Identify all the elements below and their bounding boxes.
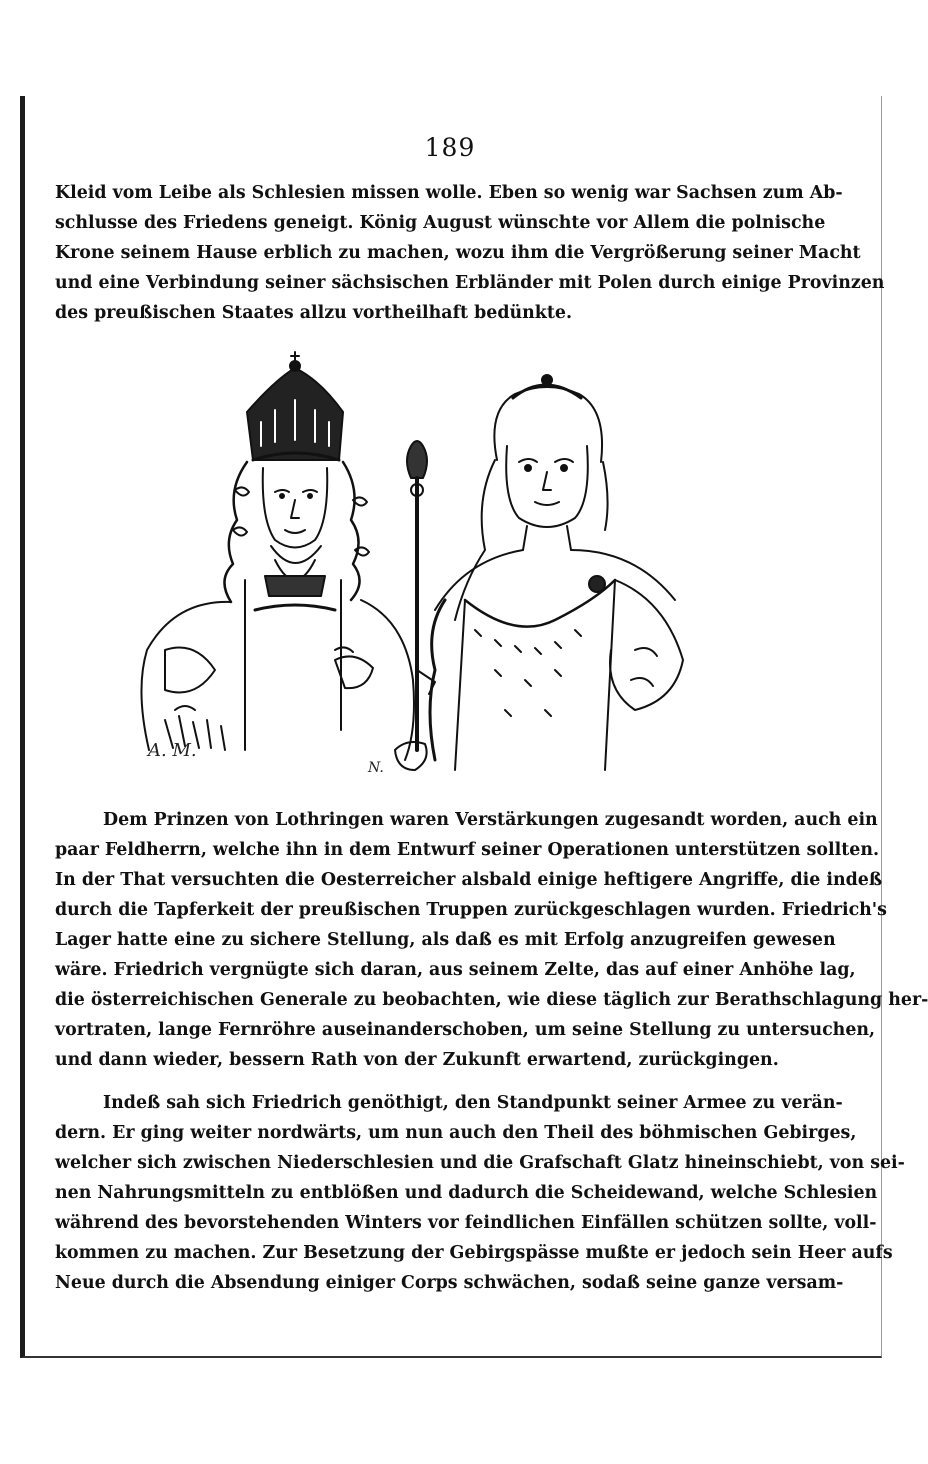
portrait-illustration <box>135 350 695 790</box>
empress-figure <box>395 375 683 770</box>
text-line: kommen zu machen. Zur Besetzung der Gebirgspässe mußte er jedoch sein Heer aufs <box>55 1243 893 1263</box>
king-figure <box>141 352 414 760</box>
text-line: während des bevorstehenden Winters vor feindlichen Einfällen schützen sollte, voll- <box>55 1213 877 1233</box>
text-line: Kleid vom Leibe als Schlesien missen wolle. Eben so wenig war Sachsen zum Ab- <box>55 183 843 203</box>
artist-signature: A. M. <box>148 740 197 761</box>
text-line: Dem Prinzen von Lothringen waren Verstärkungen zugesandt worden, auch ein <box>103 810 878 830</box>
text-line: Indeß sah sich Friedrich genöthigt, den Standpunkt seiner Armee zu verän- <box>103 1093 843 1113</box>
engraver-mark: N. <box>368 760 384 776</box>
paragraph-3 <box>55 1088 905 1298</box>
text-line: welcher sich zwischen Niederschlesien und die Grafschaft Glatz hineinschiebt, von sei- <box>55 1153 905 1173</box>
text-line: durch die Tapferkeit der preußischen Truppen zurückgeschlagen wurden. Friedrich's <box>55 900 887 920</box>
text-line: dern. Er ging weiter nordwärts, um nun auch den Theil des böhmischen Gebirges, <box>55 1123 857 1143</box>
page-number: 189 <box>424 133 476 162</box>
text-line: vortraten, lange Fernröhre auseinanderschoben, um seine Stellung zu untersuchen, <box>55 1020 876 1040</box>
text-line: Lager hatte eine zu sichere Stellung, als daß es mit Erfolg anzugreifen gewesen <box>55 930 836 950</box>
text-line: schlusse des Friedens geneigt. König August wünschte vor Allem die polnische <box>55 213 826 233</box>
text-line: die österreichischen Generale zu beobachten, wie diese täglich zur Berathschlagung her- <box>55 990 928 1010</box>
text-line: Neue durch die Absendung einiger Corps schwächen, sodaß seine ganze versam- <box>55 1273 844 1293</box>
paragraph-1 <box>55 178 885 328</box>
text-line: In der That versuchten die Oesterreicher alsbald einige heftigere Angriffe, die indeß <box>55 870 883 890</box>
text-line: und eine Verbindung seiner sächsischen Erbländer mit Polen durch einige Provinzen <box>55 273 885 293</box>
text-line: nen Nahrungsmitteln zu entblößen und dadurch die Scheidewand, welche Schlesien <box>55 1183 878 1203</box>
text-line: paar Feldherrn, welche ihn in dem Entwurf seiner Operationen unterstützen sollten. <box>55 840 880 860</box>
text-line: des preußischen Staates allzu vortheilhaft bedünkte. <box>55 303 573 323</box>
text-line: Krone seinem Hause erblich zu machen, wozu ihm die Vergrößerung seiner Macht <box>55 243 861 263</box>
text-line: und dann wieder, bessern Rath von der Zukunft erwartend, zurückgingen. <box>55 1050 779 1070</box>
text-line: wäre. Friedrich vergnügte sich daran, aus seinem Zelte, das auf einer Anhöhe lag, <box>55 960 856 980</box>
paragraph-2 <box>55 805 928 1075</box>
